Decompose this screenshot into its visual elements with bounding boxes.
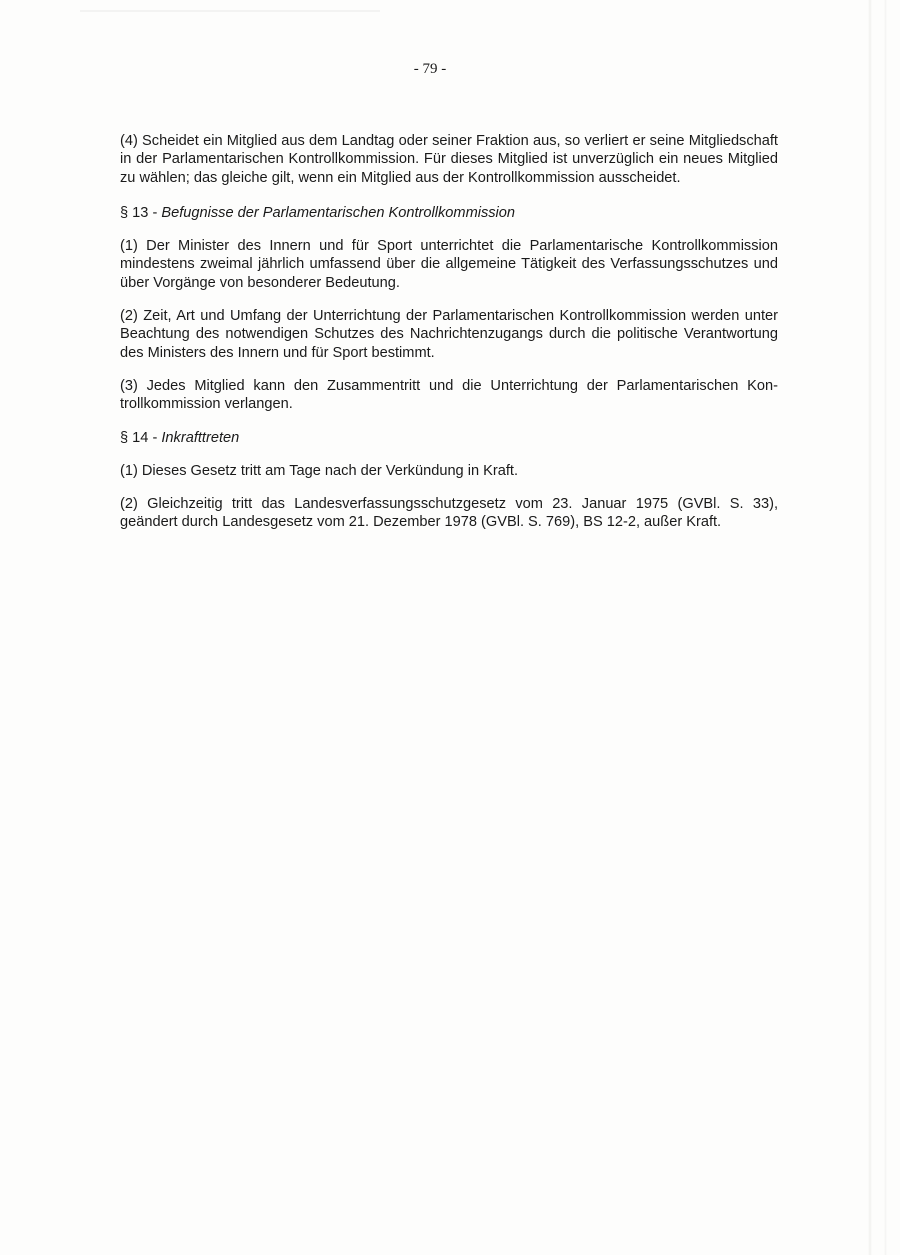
section-title: Inkrafttreten xyxy=(161,429,240,446)
section-heading-13 xyxy=(120,204,778,222)
document-body xyxy=(120,132,778,532)
paragraph-13-3: (3) Jedes Mitglied kann den Zusammentritt und die Unterrichtung der Parlamentarischen Kontrollkommission verlangen. xyxy=(120,377,778,413)
section-number: § 13 - xyxy=(120,204,162,221)
paragraph-14-2: (2) Gleichzeitig tritt das Landesverfassungsschutzgesetz vom 23. Januar 1975 (GVBl. S. 33), geändert durch Landesgesetz vom 21. Dezember 1978 (GVBl. S. 769), BS 12-2, außer Kraft. xyxy=(120,496,778,531)
page-number: - 79 - xyxy=(413,61,447,77)
paragraph-13-2: (2) Zeit, Art und Umfang der Unterrichtung der Parlamentarischen Kontrollkommission werden unter Beachtung des notwendigen Schutzes des Nachrichtenzugangs durch die politische Verantwortung des Ministers des Innern und für Sport bestimmt. xyxy=(120,308,778,361)
scan-artifact xyxy=(868,0,872,1255)
paragraph-12-4: (4) Scheidet ein Mitglied aus dem Landtag oder seiner Fraktion aus, so verliert er seine Mitgliedschaft in der Parlamentarischen Kontrollkommission. Für dieses Mitglied ist unverzüglich ein neues Mitglied zu wählen; das gleiche gilt, wenn ein Mitglied aus der Kontrollkommission ausscheidet. xyxy=(120,133,778,186)
scan-artifact xyxy=(80,10,380,12)
paragraph-14-1: (1) Dieses Gesetz tritt am Tage nach der Verkündung in Kraft. xyxy=(120,462,519,479)
section-heading-14 xyxy=(120,429,778,447)
section-title: Befugnisse der Parlamentarischen Kontrollkommission xyxy=(161,204,516,221)
paragraph-13-1: (1) Der Minister des Innern und für Sport unterrichtet die Parlamentarische Kontrollkommission mindestens zweimal jährlich umfassend über die allgemeine Tätigkeit des Verfassungsschutzes und über Vorgänge von besonderer Bedeutung. xyxy=(120,238,778,291)
scan-artifact xyxy=(884,0,887,1255)
section-number: § 14 - xyxy=(120,429,162,446)
